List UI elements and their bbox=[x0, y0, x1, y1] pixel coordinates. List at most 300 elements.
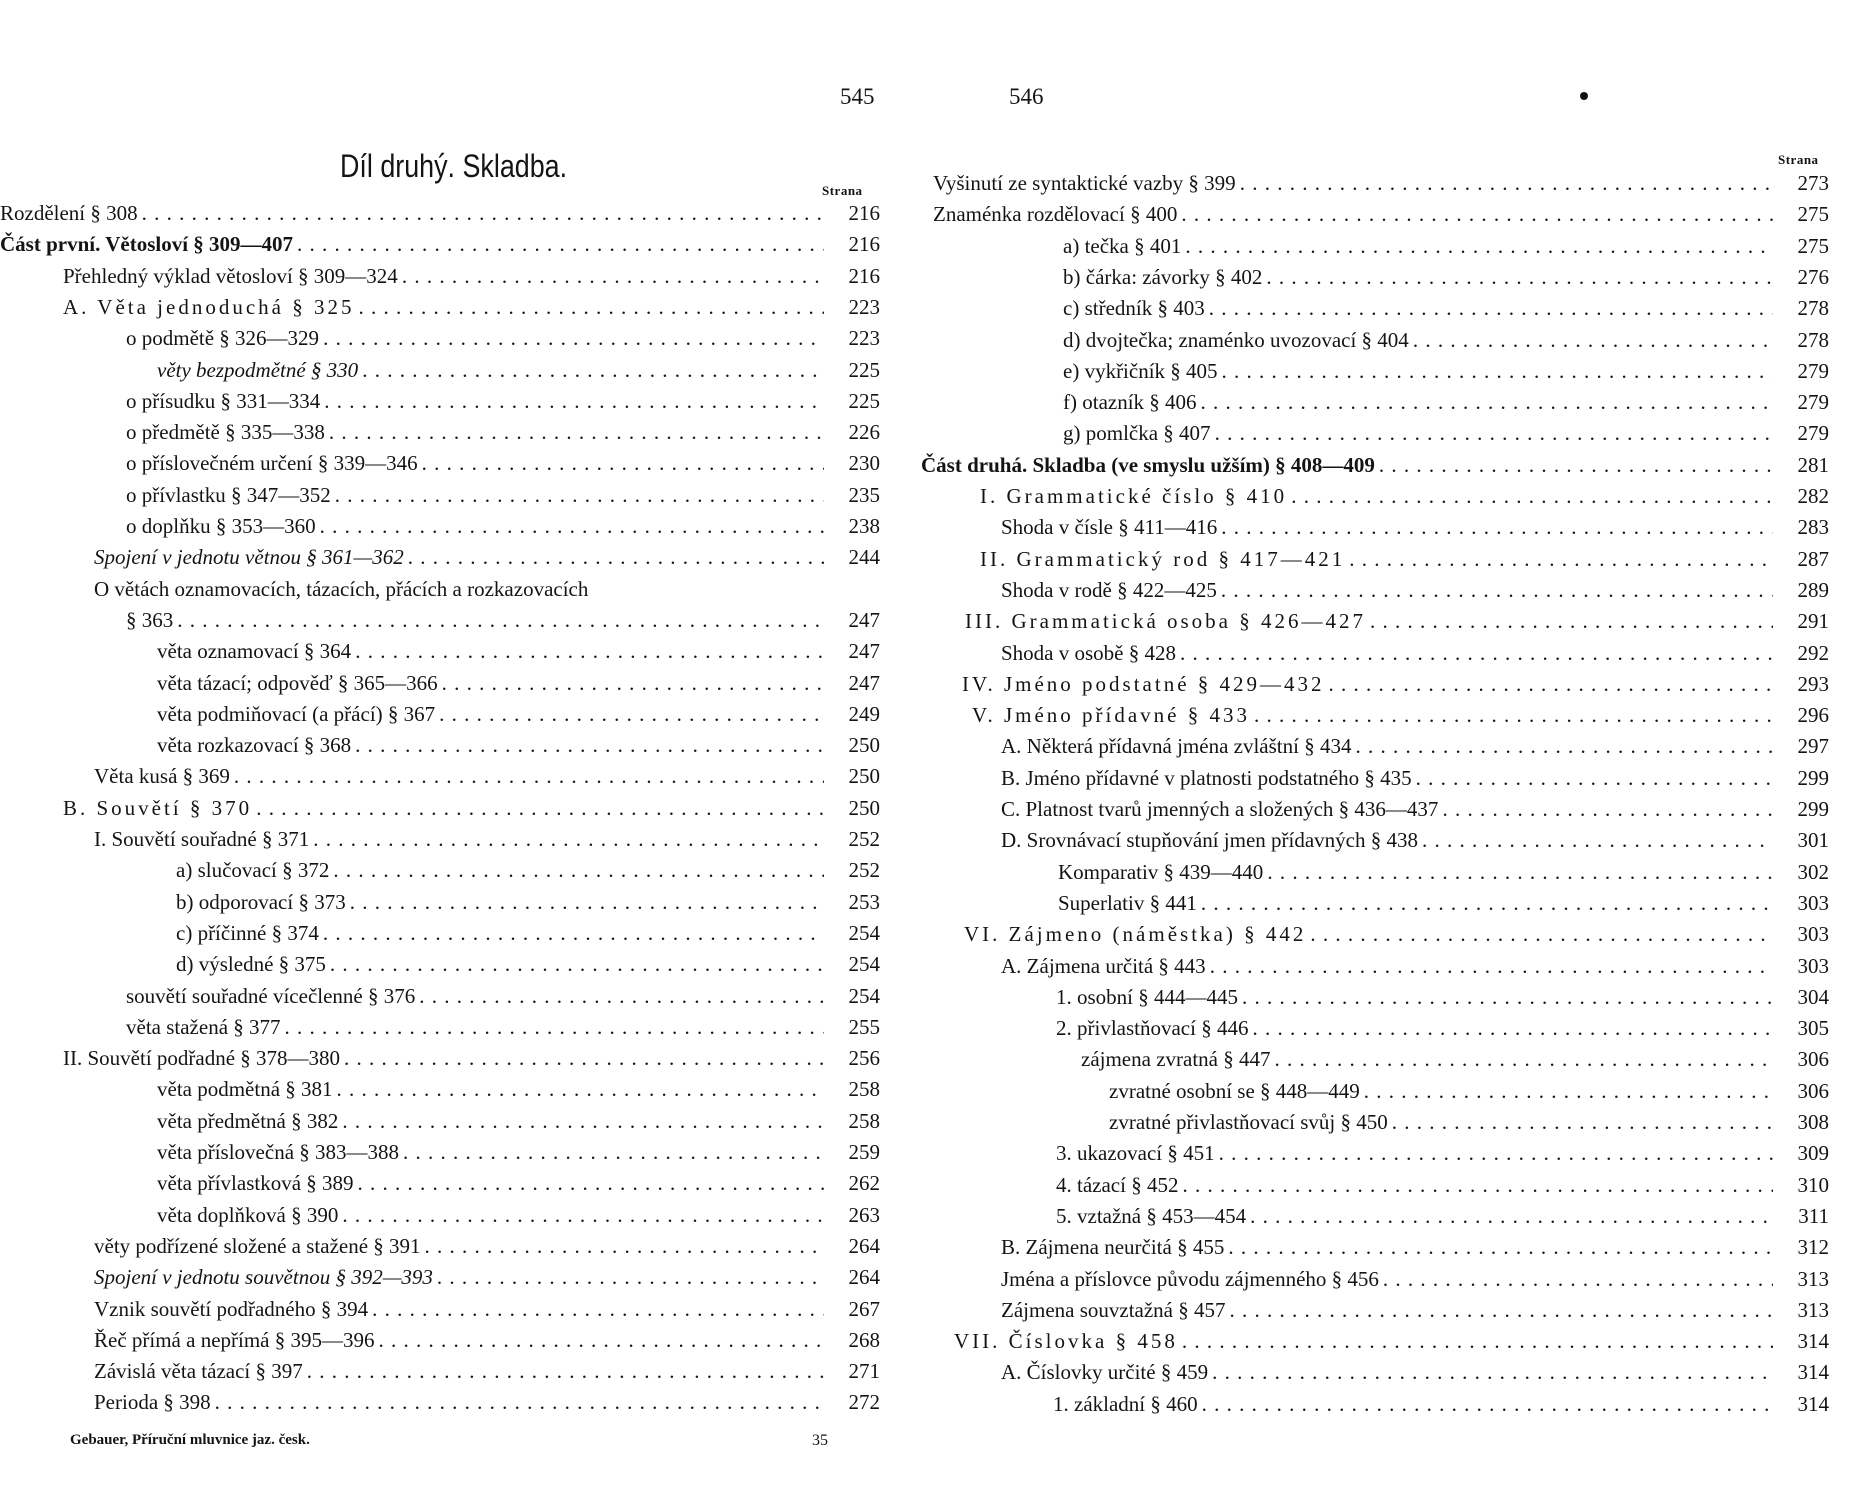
dot-leader bbox=[419, 981, 824, 1012]
dot-leader bbox=[1370, 606, 1773, 637]
entry-page-number: 258 bbox=[848, 1077, 880, 1102]
toc-entry bbox=[933, 356, 1829, 387]
toc-entry bbox=[933, 1044, 1829, 1075]
entry-page-number: 293 bbox=[1797, 671, 1829, 696]
dot-leader bbox=[1201, 387, 1773, 418]
entry-page-number: 259 bbox=[848, 1140, 880, 1164]
entry-page-number: 273 bbox=[1797, 171, 1829, 195]
entry-page-number: 303 bbox=[1797, 953, 1829, 978]
toc-entry bbox=[0, 887, 880, 918]
dot-leader bbox=[1379, 450, 1773, 481]
toc-entry bbox=[0, 824, 880, 855]
entry-title: f) otazník § 406 bbox=[1063, 387, 1201, 418]
dot-leader bbox=[1254, 700, 1773, 731]
toc-entry bbox=[933, 1232, 1829, 1263]
dot-leader bbox=[307, 1356, 824, 1387]
dot-leader bbox=[177, 605, 824, 636]
entry-title: 4. tázací § 452 bbox=[1056, 1170, 1182, 1201]
toc-entry bbox=[933, 638, 1829, 669]
entry-title: d) dvojtečka; znaménko uvozovací § 404 bbox=[1063, 325, 1413, 356]
entry-title: o podmětě § 326—329 bbox=[126, 323, 323, 354]
dot-leader bbox=[1201, 888, 1773, 919]
entry-title: Část první. Větosloví § 309—407 bbox=[0, 229, 297, 260]
dot-leader bbox=[437, 1262, 824, 1293]
entry-page-number: 225 bbox=[848, 388, 880, 413]
dot-leader bbox=[350, 887, 824, 918]
toc-entry bbox=[0, 1387, 880, 1418]
entry-title: 2. přivlastňovací § 446 bbox=[1056, 1013, 1252, 1044]
toc-entry bbox=[0, 1262, 880, 1293]
entry-page-number: 216 bbox=[848, 232, 880, 257]
toc-entry bbox=[0, 636, 880, 667]
toc-entry bbox=[0, 511, 880, 542]
entry-title: věta oznamovací § 364 bbox=[157, 636, 355, 667]
entry-page-number: 235 bbox=[848, 482, 880, 507]
entry-page-number: 281 bbox=[1797, 452, 1829, 477]
entry-page-number: 250 bbox=[848, 795, 880, 820]
sheet-number: 35 bbox=[812, 1432, 828, 1449]
dot-leader bbox=[1181, 199, 1773, 230]
dot-leader bbox=[355, 636, 824, 667]
entry-title: Vyšinutí ze syntaktické vazby § 399 bbox=[933, 168, 1240, 199]
entry-page-number: 283 bbox=[1797, 515, 1829, 540]
entry-page-number: 258 bbox=[848, 1108, 880, 1133]
entry-title: věta rozkazovací § 368 bbox=[157, 730, 355, 761]
entry-page-number: 304 bbox=[1797, 984, 1829, 1009]
entry-page-number: 292 bbox=[1797, 640, 1829, 665]
entry-page-number: 250 bbox=[848, 764, 880, 789]
entry-page-number: 289 bbox=[1797, 577, 1829, 602]
dot-leader bbox=[1242, 982, 1773, 1013]
entry-title: A. Zájmena určitá § 443 bbox=[1001, 951, 1210, 982]
entry-page-number: 225 bbox=[848, 357, 880, 382]
toc-entry bbox=[0, 793, 880, 824]
dot-leader bbox=[402, 261, 824, 292]
toc-entry bbox=[933, 544, 1829, 575]
entry-page-number: 249 bbox=[848, 701, 880, 726]
entry-page-number: 226 bbox=[848, 420, 880, 445]
entry-page-number: 223 bbox=[848, 326, 880, 351]
dot-leader bbox=[1349, 544, 1773, 575]
dot-leader bbox=[215, 1387, 824, 1418]
dot-leader bbox=[324, 386, 824, 417]
toc-entry bbox=[0, 730, 880, 761]
entry-page-number: 310 bbox=[1797, 1172, 1829, 1197]
entry-title: Jména a příslovce původu zájmenného § 456 bbox=[1001, 1264, 1383, 1295]
dot-leader bbox=[1228, 1232, 1773, 1263]
entry-title: A. Věta jednoduchá § 325 bbox=[63, 292, 358, 323]
entry-page-number: 247 bbox=[848, 639, 880, 664]
entry-page-number: 272 bbox=[848, 1390, 880, 1415]
entry-page-number: 264 bbox=[848, 1265, 880, 1290]
entry-title: Perioda § 398 bbox=[94, 1387, 215, 1418]
toc-entry bbox=[0, 355, 880, 386]
entry-title: c) středník § 403 bbox=[1063, 293, 1209, 324]
toc-entry bbox=[933, 763, 1829, 794]
entry-page-number: 314 bbox=[1797, 1360, 1829, 1385]
entry-title: věta podmiňovací (a přácí) § 367 bbox=[157, 699, 439, 730]
dot-leader bbox=[1219, 1138, 1773, 1169]
entry-page-number: 264 bbox=[848, 1233, 880, 1258]
entry-title: o příslovečném určení § 339—346 bbox=[126, 448, 422, 479]
dot-leader bbox=[358, 1168, 824, 1199]
entry-title: 1. základní § 460 bbox=[1053, 1389, 1202, 1420]
entry-title: IV. Jméno podstatné § 429—432 bbox=[962, 669, 1329, 700]
entry-page-number: 301 bbox=[1797, 828, 1829, 853]
entry-page-number: 247 bbox=[848, 607, 880, 632]
toc-entry bbox=[0, 480, 880, 511]
dot-leader bbox=[1180, 638, 1773, 669]
dot-leader bbox=[329, 417, 824, 448]
entry-page-number: 299 bbox=[1797, 797, 1829, 821]
entry-title: b) čárka: závorky § 402 bbox=[1063, 262, 1266, 293]
dot-leader bbox=[408, 542, 824, 573]
dot-leader bbox=[313, 824, 824, 855]
entry-title: e) vykřičník § 405 bbox=[1063, 356, 1222, 387]
toc-entry bbox=[0, 761, 880, 792]
toc-entry bbox=[0, 229, 880, 260]
dot-leader bbox=[422, 448, 824, 479]
toc-entry bbox=[933, 1107, 1829, 1138]
entry-page-number: 287 bbox=[1797, 546, 1829, 571]
dot-leader bbox=[403, 1137, 824, 1168]
entry-title: věta tázací; odpověď § 365—366 bbox=[157, 668, 442, 699]
toc-entry bbox=[0, 1137, 880, 1168]
entry-title: B. Jméno přídavné v platnosti podstatného § 435 bbox=[1001, 763, 1416, 794]
dot-leader bbox=[344, 1043, 824, 1074]
entry-page-number: 250 bbox=[848, 733, 880, 758]
entry-title: věta podmětná § 381 bbox=[157, 1074, 337, 1105]
entry-page-number: 216 bbox=[848, 201, 880, 225]
entry-title: II. Souvětí podřadné § 378—380 bbox=[63, 1043, 344, 1074]
entry-page-number: 278 bbox=[1797, 296, 1829, 321]
entry-page-number: 296 bbox=[1797, 703, 1829, 728]
toc-entry bbox=[933, 418, 1829, 449]
toc-entry bbox=[0, 574, 880, 605]
toc-entry bbox=[0, 1106, 880, 1137]
toc-entry bbox=[0, 1200, 880, 1231]
entry-page-number: 256 bbox=[848, 1046, 880, 1071]
part-heading: Díl druhý. Skladba. bbox=[340, 148, 568, 184]
toc-entry bbox=[0, 1356, 880, 1387]
toc-entry bbox=[0, 699, 880, 730]
entry-page-number: 305 bbox=[1797, 1016, 1829, 1041]
toc-entry bbox=[0, 386, 880, 417]
dot-leader bbox=[1355, 731, 1773, 762]
toc-entry bbox=[933, 1389, 1829, 1420]
entry-title: VII. Číslovka § 458 bbox=[954, 1326, 1182, 1357]
entry-title: a) tečka § 401 bbox=[1063, 231, 1185, 262]
toc-entry bbox=[933, 982, 1829, 1013]
dot-leader bbox=[1364, 1076, 1773, 1107]
entry-title: c) příčinné § 374 bbox=[176, 918, 323, 949]
entry-page-number: 312 bbox=[1797, 1235, 1829, 1260]
entry-title: C. Platnost tvarů jmenných a složených § 436—437 bbox=[1001, 794, 1442, 825]
toc-entry bbox=[0, 261, 880, 292]
entry-page-number: 254 bbox=[848, 920, 880, 945]
toc-entry bbox=[933, 231, 1829, 262]
toc-entry bbox=[933, 888, 1829, 919]
entry-title: Superlativ § 441 bbox=[1058, 888, 1201, 919]
dot-leader bbox=[1212, 1357, 1773, 1388]
dot-leader bbox=[256, 793, 824, 824]
dot-leader bbox=[439, 699, 824, 730]
entry-page-number: 306 bbox=[1797, 1047, 1829, 1072]
toc-entry bbox=[933, 857, 1829, 888]
entry-title: zvratné přivlastňovací svůj § 450 bbox=[1109, 1107, 1392, 1138]
entry-title: o přísudku § 331—334 bbox=[126, 386, 324, 417]
entry-page-number: 314 bbox=[1797, 1391, 1829, 1416]
entry-title: Vznik souvětí podřadného § 394 bbox=[94, 1294, 372, 1325]
entry-page-number: 291 bbox=[1797, 609, 1829, 634]
entry-page-number: 311 bbox=[1798, 1203, 1829, 1228]
dot-leader bbox=[1275, 1044, 1774, 1075]
page-column-label: Strana bbox=[1778, 152, 1819, 167]
dot-leader bbox=[1267, 857, 1773, 888]
toc-entry bbox=[933, 512, 1829, 543]
toc-entry bbox=[933, 1138, 1829, 1169]
dot-leader bbox=[362, 355, 824, 386]
dot-leader bbox=[1416, 763, 1773, 794]
dot-leader bbox=[1182, 1170, 1773, 1201]
toc-entry bbox=[933, 168, 1829, 199]
entry-title: 1. osobní § 444—445 bbox=[1056, 982, 1242, 1013]
entry-title: Znaménka rozdělovací § 400 bbox=[933, 199, 1181, 230]
entry-title: o předmětě § 335—338 bbox=[126, 417, 329, 448]
entry-title: V. Jméno přídavné § 433 bbox=[972, 700, 1254, 731]
entry-title: Část druhá. Skladba (ve smyslu užším) § 408—409 bbox=[921, 450, 1379, 481]
dot-leader bbox=[1329, 669, 1773, 700]
dot-leader bbox=[1392, 1107, 1773, 1138]
toc-entry bbox=[0, 981, 880, 1012]
right-page bbox=[921, 0, 1866, 1500]
entry-page-number: 230 bbox=[848, 451, 880, 476]
toc-entry bbox=[0, 542, 880, 573]
entry-title: § 363 bbox=[126, 605, 177, 636]
entry-page-number: 276 bbox=[1797, 264, 1829, 289]
entry-page-number: 254 bbox=[848, 983, 880, 1008]
dot-leader bbox=[1266, 262, 1773, 293]
dot-leader bbox=[320, 511, 824, 542]
toc-entry bbox=[0, 323, 880, 354]
entry-page-number: 275 bbox=[1797, 233, 1829, 258]
entry-title: A. Některá přídavná jména zvláštní § 434 bbox=[1001, 731, 1355, 762]
entry-page-number: 267 bbox=[848, 1296, 880, 1321]
entry-title: d) výsledné § 375 bbox=[176, 949, 330, 980]
entry-title: Komparativ § 439—440 bbox=[1058, 857, 1267, 888]
entry-title: Shoda v rodě § 422—425 bbox=[1001, 575, 1221, 606]
entry-page-number: 223 bbox=[848, 294, 880, 319]
entry-title: a) slučovací § 372 bbox=[176, 855, 333, 886]
dot-leader bbox=[323, 323, 824, 354]
entry-title: III. Grammatická osoba § 426—427 bbox=[965, 606, 1370, 637]
entry-title: věta předmětná § 382 bbox=[157, 1106, 342, 1137]
entry-title: 5. vztažná § 453—454 bbox=[1056, 1201, 1250, 1232]
entry-title: zvratné osobní se § 448—449 bbox=[1109, 1076, 1364, 1107]
dot-leader bbox=[1383, 1264, 1773, 1295]
entry-page-number: 279 bbox=[1797, 421, 1829, 446]
dot-leader bbox=[234, 761, 824, 792]
entry-title: Závislá věta tázací § 397 bbox=[94, 1356, 307, 1387]
toc-entry bbox=[933, 481, 1829, 512]
dot-leader bbox=[1442, 794, 1773, 825]
entry-page-number: 252 bbox=[848, 858, 880, 883]
entry-page-number: 282 bbox=[1797, 484, 1829, 508]
dot-leader bbox=[1215, 418, 1773, 449]
entry-title: I. Souvětí souřadné § 371 bbox=[94, 824, 313, 855]
entry-title: věta stažená § 377 bbox=[126, 1012, 285, 1043]
dot-leader bbox=[379, 1325, 824, 1356]
toc-entry bbox=[0, 1231, 880, 1262]
entry-page-number: 299 bbox=[1797, 765, 1829, 790]
dot-leader bbox=[1210, 951, 1773, 982]
dot-leader bbox=[1252, 1013, 1773, 1044]
entry-page-number: 302 bbox=[1797, 859, 1829, 884]
entry-page-number: 244 bbox=[848, 545, 880, 570]
dot-leader bbox=[1221, 512, 1773, 543]
dot-leader bbox=[1182, 1326, 1773, 1357]
toc-entry bbox=[0, 605, 880, 636]
entry-page-number: 309 bbox=[1797, 1141, 1829, 1166]
toc-entry bbox=[0, 448, 880, 479]
toc-entry bbox=[933, 1013, 1829, 1044]
toc-entry bbox=[0, 198, 880, 229]
toc-entry bbox=[0, 1294, 880, 1325]
footer-author: Gebauer, Příruční mluvnice jaz. česk. bbox=[70, 1432, 310, 1448]
toc-entry bbox=[933, 731, 1829, 762]
entry-title: VI. Zájmeno (náměstka) § 442 bbox=[964, 919, 1310, 950]
entry-page-number: 279 bbox=[1797, 358, 1829, 383]
entry-page-number: 313 bbox=[1797, 1297, 1829, 1322]
toc-entry bbox=[933, 825, 1829, 856]
toc-entry bbox=[933, 1264, 1829, 1295]
toc-entry bbox=[921, 450, 1829, 481]
toc-entry bbox=[0, 292, 880, 323]
toc-entry bbox=[933, 1326, 1829, 1357]
toc-entry bbox=[0, 1168, 880, 1199]
entry-title: II. Grammatický rod § 417—421 bbox=[980, 544, 1349, 575]
toc-entry bbox=[933, 919, 1829, 950]
toc-entry bbox=[0, 949, 880, 980]
dot-leader bbox=[1222, 356, 1773, 387]
dot-leader bbox=[1185, 231, 1773, 262]
toc-entry bbox=[0, 1012, 880, 1043]
toc-entry bbox=[0, 855, 880, 886]
entry-page-number: 303 bbox=[1797, 922, 1829, 947]
toc-entry bbox=[933, 1076, 1829, 1107]
entry-page-number: 313 bbox=[1797, 1266, 1829, 1291]
entry-page-number: 297 bbox=[1797, 734, 1829, 759]
entry-title: Shoda v čísle § 411—416 bbox=[1001, 512, 1221, 543]
dot-leader bbox=[442, 668, 824, 699]
toc-entry bbox=[933, 1295, 1829, 1326]
dot-leader bbox=[1240, 168, 1773, 199]
entry-title: Zájmena souvztažná § 457 bbox=[1001, 1295, 1230, 1326]
entry-title: o doplňku § 353—360 bbox=[126, 511, 320, 542]
entry-title: Spojení v jednotu souvětnou § 392—393 bbox=[94, 1262, 437, 1293]
entry-title: I. Grammatické číslo § 410 bbox=[980, 481, 1291, 512]
entry-page-number: 268 bbox=[848, 1327, 880, 1352]
entry-title: b) odporovací § 373 bbox=[176, 887, 350, 918]
dot-leader bbox=[330, 949, 824, 980]
toc-entry bbox=[0, 417, 880, 448]
entry-title: souvětí souřadné vícečlenné § 376 bbox=[126, 981, 419, 1012]
dot-leader bbox=[1202, 1389, 1773, 1420]
dot-leader bbox=[142, 198, 824, 229]
entry-page-number: 314 bbox=[1797, 1329, 1829, 1354]
dot-leader bbox=[297, 229, 824, 260]
entry-title: Spojení v jednotu větnou § 361—362 bbox=[94, 542, 408, 573]
page-number: 545 bbox=[840, 84, 875, 109]
entry-page-number: 253 bbox=[848, 889, 880, 914]
entry-page-number: 255 bbox=[848, 1014, 880, 1039]
entry-title: O větách oznamovacích, tázacích, přácích a rozkazovacích bbox=[94, 574, 592, 605]
toc-entry bbox=[933, 606, 1829, 637]
entry-page-number: 254 bbox=[848, 952, 880, 977]
entry-page-number: 247 bbox=[848, 670, 880, 695]
dot-leader bbox=[335, 480, 824, 511]
entry-title: Přehledný výklad větosloví § 309—324 bbox=[63, 261, 402, 292]
print-dot bbox=[1580, 92, 1588, 100]
toc-entry bbox=[933, 669, 1829, 700]
dot-leader bbox=[1413, 325, 1773, 356]
toc-entry bbox=[933, 575, 1829, 606]
dot-leader bbox=[358, 292, 824, 323]
dot-leader bbox=[355, 730, 824, 761]
dot-leader bbox=[337, 1074, 824, 1105]
entry-title: zájmena zvratná § 447 bbox=[1081, 1044, 1275, 1075]
dot-leader bbox=[342, 1200, 824, 1231]
page-column-label: Strana bbox=[822, 183, 863, 198]
toc-entry bbox=[933, 325, 1829, 356]
entry-page-number: 308 bbox=[1797, 1110, 1829, 1134]
dot-leader bbox=[333, 855, 824, 886]
entry-page-number: 263 bbox=[848, 1202, 880, 1227]
toc-entry bbox=[933, 951, 1829, 982]
entry-page-number: 216 bbox=[848, 263, 880, 288]
dot-leader bbox=[1310, 919, 1773, 950]
entry-title: D. Srovnávací stupňování jmen přídavných § 438 bbox=[1001, 825, 1422, 856]
toc-entry bbox=[933, 1357, 1829, 1388]
entry-title: věta přívlastková § 389 bbox=[157, 1168, 358, 1199]
dot-leader bbox=[342, 1106, 824, 1137]
page-number: 546 bbox=[1009, 84, 1044, 109]
toc-entry bbox=[933, 700, 1829, 731]
entry-title: B. Zájmena neurčitá § 455 bbox=[1001, 1232, 1228, 1263]
toc-entry bbox=[933, 293, 1829, 324]
toc-entry bbox=[933, 1170, 1829, 1201]
entry-title: věta doplňková § 390 bbox=[157, 1200, 342, 1231]
dot-leader bbox=[425, 1231, 824, 1262]
dot-leader bbox=[1221, 575, 1773, 606]
entry-page-number: 303 bbox=[1797, 890, 1829, 915]
toc-entry bbox=[0, 1074, 880, 1105]
toc-entry bbox=[0, 1043, 880, 1074]
entry-page-number: 278 bbox=[1797, 327, 1829, 352]
toc-entry bbox=[933, 794, 1829, 825]
entry-title: věta příslovečná § 383—388 bbox=[157, 1137, 403, 1168]
entry-title: 3. ukazovací § 451 bbox=[1056, 1138, 1219, 1169]
toc-entry bbox=[0, 918, 880, 949]
entry-title: Řeč přímá a nepřímá § 395—396 bbox=[94, 1325, 379, 1356]
entry-title: o přívlastku § 347—352 bbox=[126, 480, 335, 511]
dot-leader bbox=[1209, 293, 1773, 324]
entry-page-number: 252 bbox=[848, 827, 880, 851]
toc-entry bbox=[933, 199, 1829, 230]
toc-entry bbox=[0, 668, 880, 699]
entry-page-number: 279 bbox=[1797, 390, 1829, 415]
entry-title: Rozdělení § 308 bbox=[0, 198, 142, 229]
